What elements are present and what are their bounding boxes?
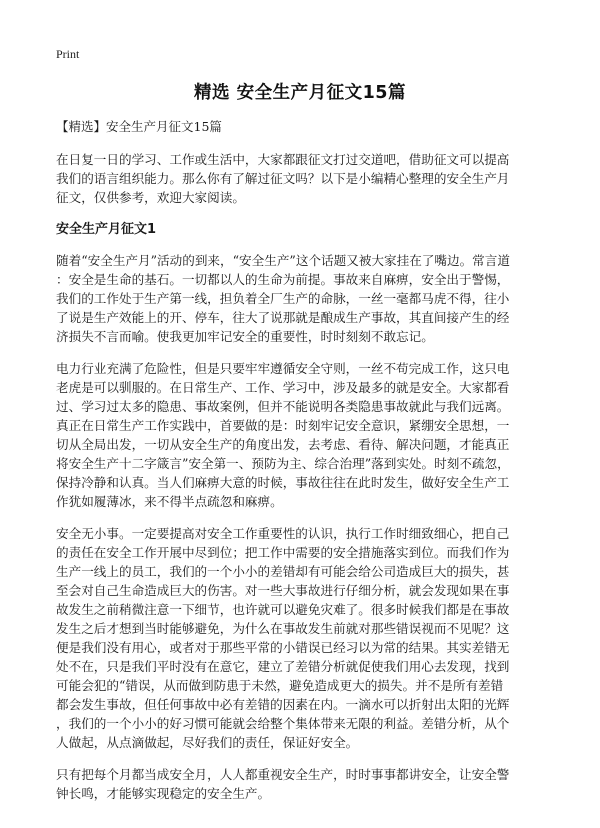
text-line: 作犹如履薄冰，来不得半点疏忽和麻痹。 [56, 494, 283, 509]
text-line: 在日复一日的学习、工作或生活中，大家都跟征文打过交道吧，借助征文可以提高 [56, 152, 510, 167]
document-body [56, 150, 558, 816]
body-paragraph-4 [56, 765, 558, 803]
intro-paragraph [56, 150, 558, 207]
body-paragraph-3 [56, 524, 558, 752]
body-paragraph-2 [56, 359, 558, 511]
text-line: 真正在日常生产工作实践中，首要做的是：时刻牢记安全意识，紧绷安全思想，一 [56, 418, 510, 433]
document-title: 精选 安全生产月征文15篇 [194, 83, 406, 103]
section-heading: 安全生产月征文1 [56, 222, 157, 237]
text-line: 便是我们没有用心，或者对于那些平常的小错误已经习以为常的结果。其实差错无 [56, 640, 510, 655]
body-paragraph-1 [56, 251, 558, 346]
text-line: 只有把每个月都当成安全月，人人都重视安全生产，时时事事都讲安全，让安全警 [56, 767, 510, 782]
text-line: 钟长鸣，才能够实现稳定的安全生产。 [56, 786, 271, 801]
text-line: 人做起，从点滴做起，尽好我们的责任，保证好安全。 [56, 735, 359, 750]
text-line: 至会对自己生命造成巨大的伤害。对一些大事故进行仔细分析，就会发现如果在事 [56, 583, 510, 598]
text-line: 我们的语言组织能力。那么你有了解过征文吗？以下是小编精心整理的安全生产月 [56, 171, 510, 186]
text-line: 安全无小事。一定要提高对安全工作重要性的认识，执行工作时细致细心，把自己 [56, 526, 510, 541]
text-line: 切从全局出发，一切从安全生产的角度出发，去考虑、看待、解决问题，才能真正 [56, 437, 510, 452]
print-link[interactable]: Print [56, 47, 80, 61]
text-line: 济损失不言而喻。使我更加牢记安全的重要性，时时刻刻不敢忘记。 [56, 329, 434, 344]
text-line: 电力行业充满了危险性，但是只要牢牢遵循安全守则，一丝不苟完成工作，这只电 [56, 361, 510, 376]
text-line: 随着“安全生产月”活动的到来，“安全生产”这个话题又被大家挂在了嘴边。常言道 [56, 253, 510, 268]
text-line: 老虎是可以驯服的。在日常生产、工作、学习中，涉及最多的就是安全。大家都看 [56, 380, 510, 395]
text-line: 都会发生事故，但任何事故中必有差错的因素在内。一滴水可以折射出太阳的光辉 [56, 697, 510, 712]
text-line: 生产一线上的员工，我们的一个小小的差错却有可能会给公司造成巨大的损失，甚 [56, 564, 510, 579]
text-line: ，我们的一个小小的好习惯可能就会给整个集体带来无限的利益。差错分析，从个 [56, 716, 510, 731]
document-subtitle: 【精选】安全生产月征文15篇 [56, 119, 222, 134]
text-line: 处不在，只是我们平时没有在意它，建立了差错分析就促使我们用心去发现，找到 [56, 659, 510, 674]
text-line: ：安全是生命的基石。一切都以人的生命为前提。事故来自麻痹，安全出于警惕， [56, 272, 510, 287]
text-line: 了说是生产效能上的开、停车，往大了说那就是酿成生产事故，其直间接产生的经 [56, 310, 510, 325]
text-line: 的责任在安全工作开展中尽到位；把工作中需要的安全措施落实到位。而我们作为 [56, 545, 510, 560]
text-line: 可能会犯的“错误，从而做到防患于未然，避免造成更大的损失。并不是所有差错 [56, 678, 504, 693]
text-line: 故发生之前稍微注意一下细节，也许就可以避免灾难了。很多时候我们都是在事故 [56, 602, 510, 617]
text-line: 将安全生产十二字箴言”安全第一、预防为主、综合治理”落到实处。时刻不疏忽， [56, 456, 510, 471]
text-line: 发生之后才想到当时能够避免，为什么在事故发生前就对那些错误视而不见呢？这 [56, 621, 510, 636]
text-line: 保持冷静和认真。当人们麻痹大意的时候，事故往往在此时发生，做好安全生产工 [56, 475, 510, 490]
text-line: 我们的工作处于生产第一线，担负着全厂生产的命脉，一丝一毫都马虎不得，往小 [56, 291, 510, 306]
text-line: 征文，仅供参考，欢迎大家阅读。 [56, 190, 245, 205]
text-line: 过、学习过太多的隐患、事故案例，但并不能说明各类隐患事故就此与我们远离。 [56, 399, 510, 414]
